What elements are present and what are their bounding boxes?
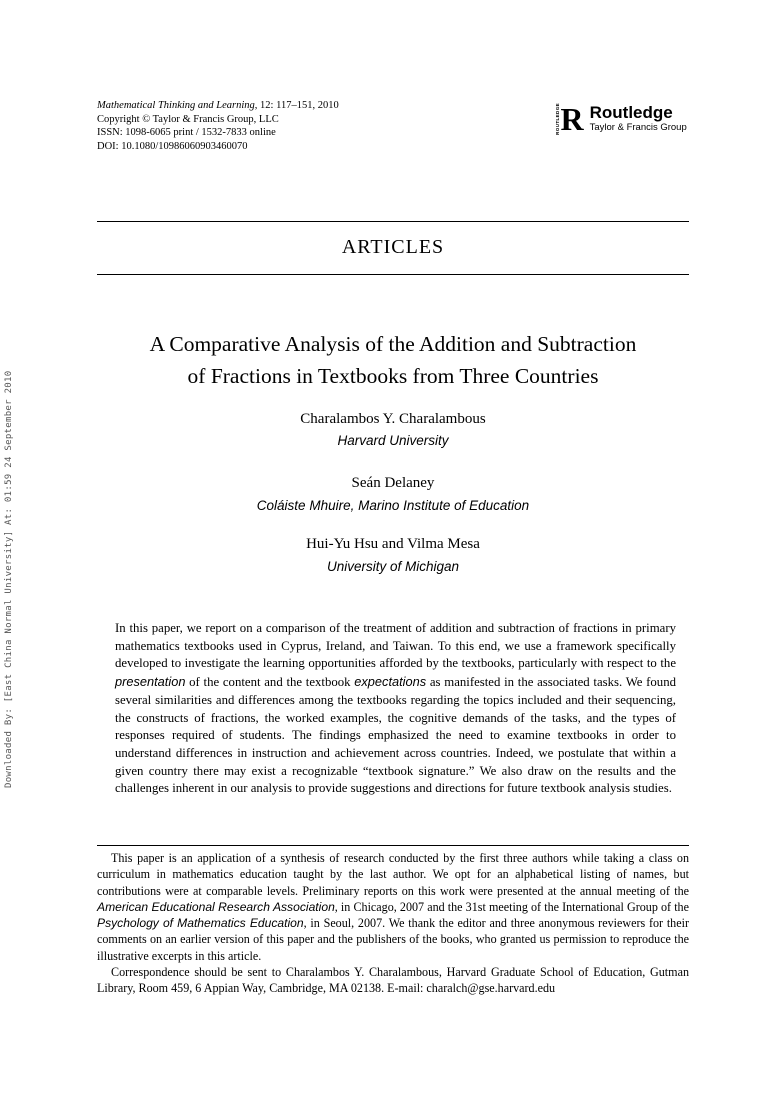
doi-line: DOI: 10.1080/10986060903460070 <box>97 140 248 152</box>
download-watermark: Downloaded By: [East China Normal University] At: 01:59 24 September 2010 <box>4 370 14 788</box>
publisher-name: Routledge <box>589 103 673 123</box>
article-title-line2: of Fractions in Textbooks from Three Countries <box>187 364 599 388</box>
publisher-wordmark <box>590 103 687 134</box>
routledge-r-icon <box>555 100 584 137</box>
routledge-logo <box>555 100 687 137</box>
author-affiliation: Coláiste Mhuire, Marino Institute of Education <box>256 498 530 513</box>
author-name: Charalambos Y. Charalambous <box>300 411 486 427</box>
correspondence-paragraph: Correspondence should be sent to Charalambos Y. Charalambous, Harvard Graduate School of Education, Gutman Library, Room 459, 6 Appian Way, Cambridge, MA 02138. E-mail: charalch@gse.harvard.edu <box>97 965 689 996</box>
author-affiliation: University of Michigan <box>326 559 460 574</box>
journal-info-block <box>97 99 339 153</box>
footnotes-block <box>97 850 689 997</box>
section-heading: ARTICLES <box>341 236 445 258</box>
journal-issue-info: , 12: 117–151, 2010 <box>254 100 339 111</box>
routledge-r-letter: R <box>560 100 584 137</box>
journal-name: Mathematical Thinking and Learning <box>97 100 255 111</box>
top-rule <box>97 221 689 222</box>
issn-line: ISSN: 1098-6065 print / 1532-7833 online <box>97 127 276 138</box>
routledge-vertical-text: ROUTLEDGE <box>555 103 560 135</box>
footnote-rule <box>97 845 689 846</box>
author-name: Seán Delaney <box>351 475 435 491</box>
abstract-paragraph: In this paper, we report on a comparison of the treatment of addition and subtraction of fractions in primary mathematics textbooks used in Cyprus, Ireland, and Taiwan. To this end, we use a framework specifically developed to investigate the learning opportunities afforded by the textbooks, particularly with respect to the presentation of the content and the textbook expectations as manifested in the associated tasks. We found several similarities and differences among the textbooks regarding the topics included and their sequencing, the constructs of fractions, the worked examples, the cognitive demands of the tasks, and the types of responses required of students. The findings emphasized the need to examine textbooks in order to understand differences in instruction and achievement across countries. Indeed, we postulate that within a given country there may exist a recognizable “textbook signature.” We also draw on the results and the challenges inherent in our analysis to provide suggestions and directions for future textbook analysis studies. <box>115 621 676 796</box>
bottom-rule <box>97 274 689 275</box>
author-name: Hui-Yu Hsu and Vilma Mesa <box>306 536 480 552</box>
article-title <box>77 328 709 392</box>
publisher-tagline: Taylor & Francis Group <box>589 122 687 134</box>
author-affiliation: Harvard University <box>337 433 449 448</box>
footnote-paragraph: This paper is an application of a synthesis of research conducted by the first three authors while taking a class on curriculum in mathematics education taught by the last author. We opt for an alphabetical listing of names, but contributions were at comparable levels. Preliminary reports on this work were presented at the annual meeting of the American Educational Research Association, in Chicago, 2007 and the 31st meeting of the International Group of the Psychology of Mathematics Education, in Seoul, 2007. We thank the editor and three anonymous reviewers for their comments on an earlier version of this paper and the publishers of the books, who granted us permission to reproduce the illustrative excerpts in this article. <box>97 851 689 963</box>
copyright-line: Copyright © Taylor & Francis Group, LLC <box>97 113 279 125</box>
article-title-line1: A Comparative Analysis of the Addition and Subtraction <box>149 332 637 356</box>
journal-citation-line <box>97 99 339 113</box>
